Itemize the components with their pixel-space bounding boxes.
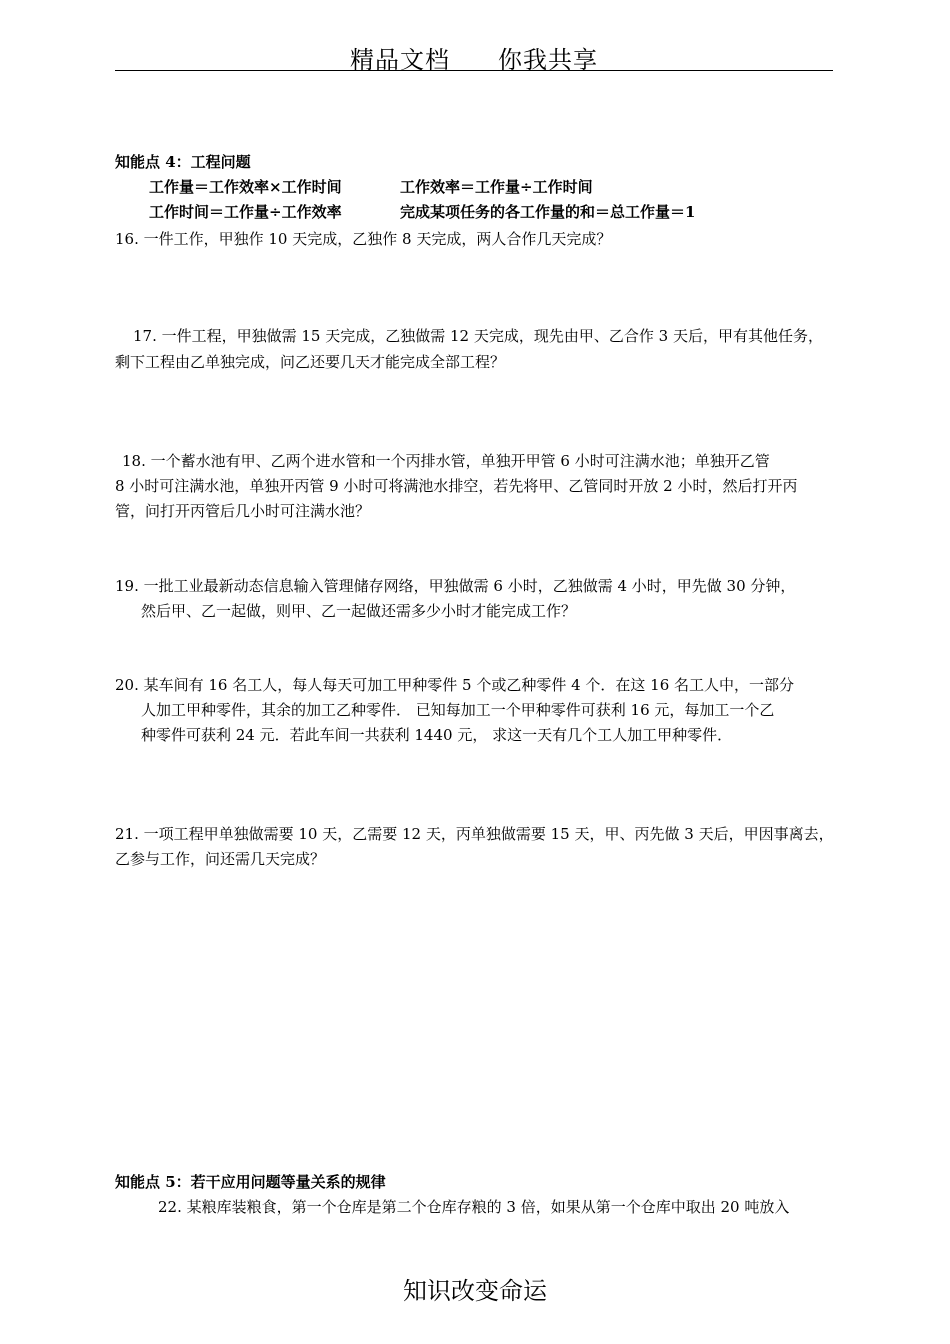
problem-20-line-3: 种零件可获利 24 元．若此车间一共获利 1440 元， 求这一天有几个工人加工甲种零件． bbox=[141, 726, 733, 744]
problem-21-line-2: 乙参与工作，问还需几天完成？ bbox=[115, 850, 326, 868]
header-right-text: 你我共享 bbox=[498, 46, 598, 74]
problem-16-line-1: 16. 一件工作，甲独作 10 天完成，乙独作 8 天完成，两人合作几天完成？ bbox=[115, 230, 612, 248]
problem-19-line-1: 19. 一批工业最新动态信息输入管理储存网络，甲独做需 6 小时，乙独做需 4 小时，甲先做 30 分钟， bbox=[115, 577, 796, 595]
problem-19-line-2: 然后甲、乙一起做，则甲、乙一起做还需多少小时才能完成工作？ bbox=[141, 602, 577, 620]
formula-work-time: 工作时间＝工作量÷工作效率 bbox=[149, 203, 342, 221]
problem-18-line-2: 8 小时可注满水池，单独开丙管 9 小时可将满池水排空，若先将甲、乙管同时开放 2 小时，然后打开丙 bbox=[115, 477, 798, 495]
problem-18-line-1: 18. 一个蓄水池有甲、乙两个进水管和一个丙排水管，单独开甲管 6 小时可注满水池；单独开乙管 bbox=[122, 452, 770, 470]
page-footer: 知识改变命运 bbox=[403, 1277, 547, 1305]
header-divider bbox=[115, 70, 833, 71]
problem-20-line-2: 人加工甲种零件，其余的加工乙种零件． 已知每加工一个甲种零件可获利 16 元，每加工一个乙 bbox=[141, 701, 775, 719]
header-left-text: 精品文档 bbox=[350, 46, 450, 74]
formula-work-efficiency: 工作效率＝工作量÷工作时间 bbox=[400, 178, 593, 196]
formula-work-amount: 工作量＝工作效率×工作时间 bbox=[149, 178, 342, 196]
problem-20-line-1: 20. 某车间有 16 名工人，每人每天可加工甲种零件 5 个或乙种零件 4 个．在这 16 名工人中，一部分 bbox=[115, 676, 795, 694]
section-4-title: 知能点 4：工程问题 bbox=[115, 153, 251, 171]
formula-total-work: 完成某项任务的各工作量的和＝总工作量＝1 bbox=[400, 203, 696, 221]
problem-17-line-2: 剩下工程由乙单独完成，问乙还要几天才能完成全部工程？ bbox=[115, 353, 506, 371]
problem-18-line-3: 管，问打开丙管后几小时可注满水池？ bbox=[115, 502, 371, 520]
problem-17-line-1: 17. 一件工程，甲独做需 15 天完成，乙独做需 12 天完成，现先由甲、乙合作 3 天后，甲有其他任务， bbox=[133, 327, 823, 345]
problem-22-line-1: 22. 某粮库装粮食，第一个仓库是第二个仓库存粮的 3 倍，如果从第一个仓库中取出 20 吨放入 bbox=[158, 1198, 790, 1216]
section-5-title: 知能点 5：若干应用问题等量关系的规律 bbox=[115, 1173, 386, 1191]
problem-21-line-1: 21. 一项工程甲单独做需要 10 天，乙需要 12 天，丙单独做需要 15 天，甲、丙先做 3 天后，甲因事离去， bbox=[115, 825, 834, 843]
